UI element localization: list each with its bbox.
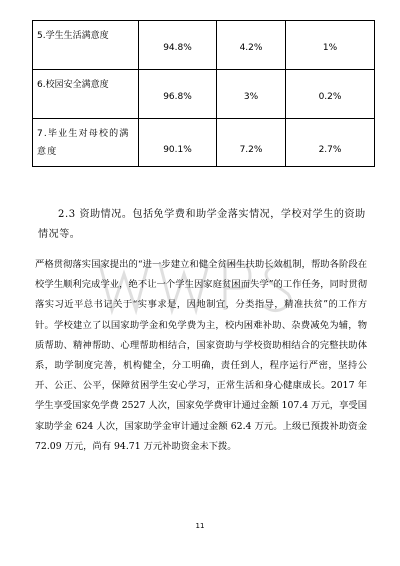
value-cell xyxy=(286,119,375,167)
value-cell xyxy=(139,21,217,70)
row-label-cell xyxy=(33,119,139,167)
row-label: 5.学生生活满意度 xyxy=(37,31,109,41)
row-label-cell xyxy=(33,70,139,119)
row-label-cell xyxy=(33,21,139,70)
satisfied-value: 94.8% xyxy=(163,43,192,53)
section-heading xyxy=(38,205,368,245)
unsatisfied-value: 1% xyxy=(322,43,338,53)
neutral-value: 4.2% xyxy=(239,43,263,53)
satisfied-value: 96.8% xyxy=(163,92,192,102)
section-heading-text: 2.3 资助情况。包括免学费和助学金落实情况，学校对学生的资助情况等。 xyxy=(38,209,366,240)
page-number: 11 xyxy=(195,522,205,530)
row-label: 7.毕业生对母校的满意度 xyxy=(37,129,130,157)
value-cell xyxy=(139,70,217,119)
neutral-value: 7.2% xyxy=(239,145,263,155)
neutral-value: 3% xyxy=(243,92,259,102)
value-cell xyxy=(217,21,286,70)
table-row xyxy=(33,70,375,119)
value-cell xyxy=(217,119,286,167)
row-label: 6.校园安全满意度 xyxy=(37,80,109,90)
body-paragraph: 严格贯彻落实国家提出的“进一步建立和健全贫困生扶助长效机制，帮助各阶段在校学生顺利完成学业，绝不让一个学生因家庭贫困而失学”的工作任务，同时贯彻落实习近平总书记关于“实事求是，因地制宜，分类指导，精准扶贫”的工作方针。学校建立了以国家助学金和免学费为主，校内困难补助、杂费减免为辅，物质帮助、精神帮助、心理帮助相结合，国家资助与学校资助相结合的完整扶助体系，助学制度完善，机构健全，分工明确，责任到人，程序运行严密，坚持公开、公正、公平，保障贫困学生安心学习，正常生活和身心健康成长。2017 年学生享受国家免学费 2527 人次，国家免学费审计通过金额 107.4 万元，享受国家助学金 624 人次，国家助学金审计通过金额 62.4 万元。上级已预拨补助资金 72.09 万元，尚有 94.71 万元补助资金未下拨。 xyxy=(35,259,367,452)
unsatisfied-value: 0.2% xyxy=(318,92,342,102)
table-row xyxy=(33,21,375,70)
value-cell xyxy=(286,70,375,119)
table-row xyxy=(33,119,375,167)
value-cell xyxy=(217,70,286,119)
value-cell xyxy=(139,119,217,167)
satisfied-value: 90.1% xyxy=(163,145,192,155)
satisfaction-table xyxy=(32,20,375,167)
value-cell xyxy=(286,21,375,70)
unsatisfied-value: 2.7% xyxy=(318,145,342,155)
